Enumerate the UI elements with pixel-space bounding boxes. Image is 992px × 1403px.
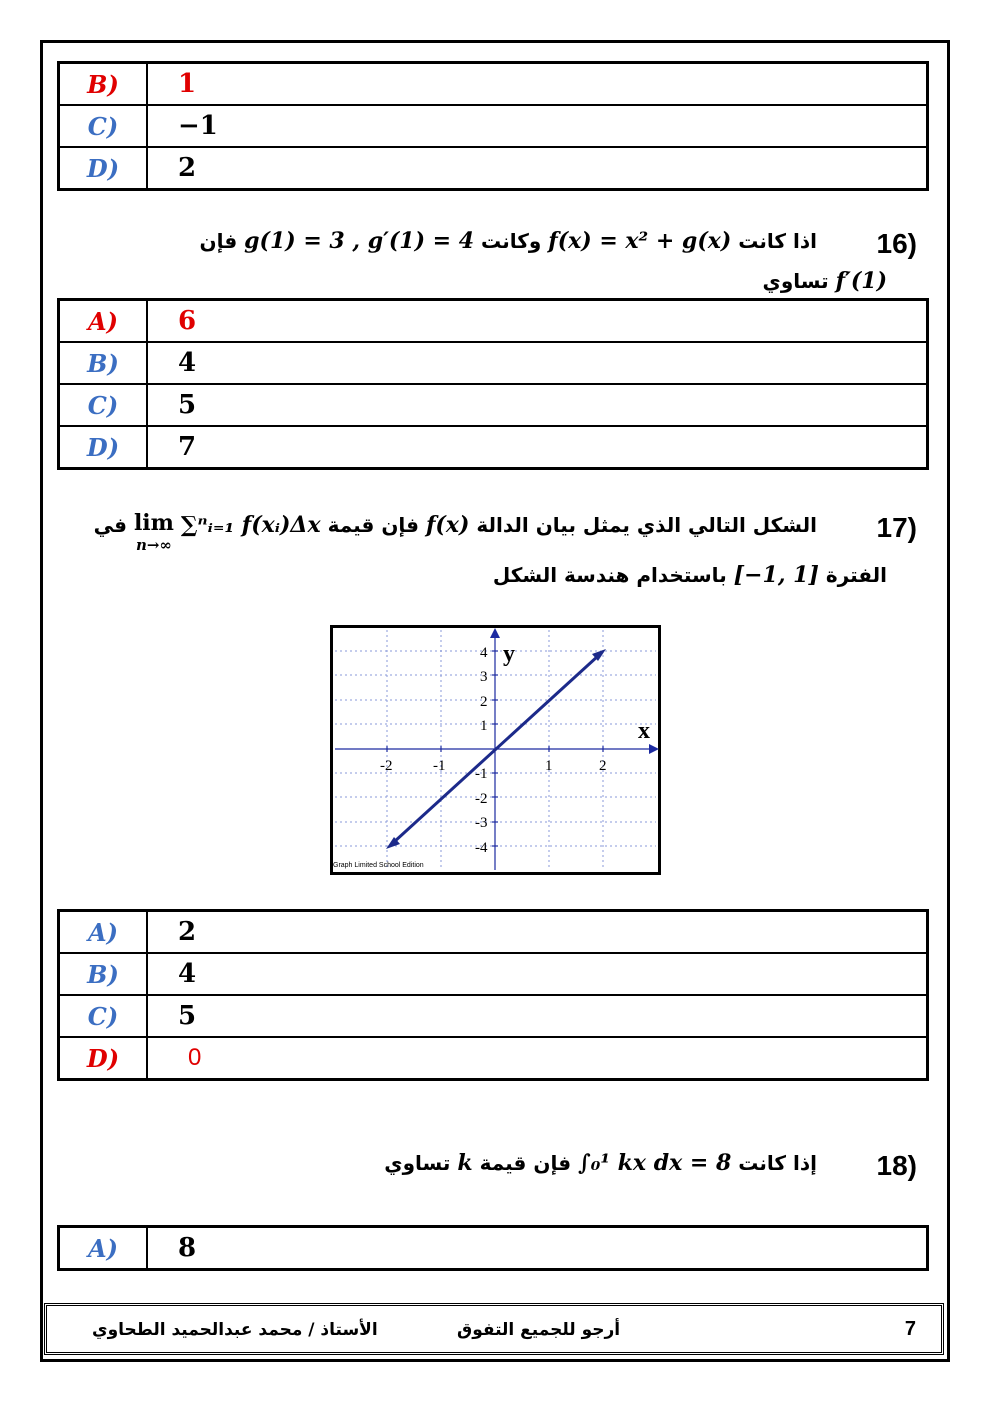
question-number: 16) (876, 228, 917, 259)
option-row[interactable] (59, 342, 928, 384)
question-number: 17) (876, 512, 917, 543)
graph-watermark: Graph Limited School Edition (333, 862, 424, 869)
option-row[interactable] (59, 63, 928, 106)
q17-math: f(x) (425, 512, 470, 538)
q17-math: ∑ⁿᵢ₌₁ f(xᵢ)Δx (180, 512, 321, 538)
option-value: 8 (147, 1227, 928, 1270)
q18-text: إذا كانت (738, 1151, 817, 1175)
option-value: 2 (147, 147, 928, 190)
q17-text: الفترة (825, 563, 887, 587)
question-text-line1 (200, 228, 818, 254)
option-row[interactable] (59, 300, 928, 343)
option-value: 5 (147, 384, 928, 426)
option-label: C) (59, 995, 148, 1037)
q17-options-table (57, 909, 929, 1081)
option-row[interactable] (59, 426, 928, 469)
y-tick-label: -2 (475, 791, 488, 807)
option-label: D) (59, 147, 148, 190)
option-value: 4 (147, 953, 928, 995)
limit-expression (134, 512, 174, 556)
q16-math: f(x) = x² + g(x) (548, 228, 732, 254)
q18-options-table (57, 1225, 929, 1271)
option-label: D) (59, 1037, 148, 1080)
option-value: 0 (147, 1037, 928, 1080)
option-value: −1 (147, 105, 928, 147)
q17-text: باستخدام هندسة الشكل (492, 563, 727, 587)
page-number: 7 (904, 1318, 916, 1340)
x-axis-label: x (638, 718, 650, 744)
option-label: B) (59, 342, 148, 384)
option-value: 5 (147, 995, 928, 1037)
q18-text: تساوي (384, 1151, 451, 1175)
question-text-line1 (384, 1150, 817, 1176)
option-row[interactable] (59, 147, 928, 190)
question-text-line2 (493, 562, 887, 588)
x-tick-label: 1 (545, 758, 553, 774)
footer-teacher: الأستاذ / محمد عبدالحميد الطحاوي (92, 1320, 378, 1340)
q15-options-table (57, 61, 929, 191)
limit-word: lim (133, 510, 174, 536)
y-tick-label: -1 (475, 766, 488, 782)
option-label: D) (59, 426, 148, 469)
q17-math: [−1, 1] (733, 562, 819, 588)
question-number: 18) (876, 1150, 917, 1181)
q16-math: g(1) = 3 , g′(1) = 4 (244, 228, 475, 254)
option-label: A) (59, 911, 148, 954)
function-graph (330, 625, 661, 875)
q16-text: فإن (199, 229, 238, 253)
y-tick-label: -4 (475, 840, 488, 856)
option-label: C) (59, 105, 148, 147)
option-row[interactable] (59, 1227, 928, 1270)
q16-math: f′(1) (835, 268, 887, 294)
y-axis-label: y (503, 641, 515, 667)
option-label: A) (59, 1227, 148, 1270)
q18-math: k (457, 1150, 473, 1176)
q17-text: فإن قيمة (327, 513, 419, 537)
q16-text: اذا كانت (738, 229, 817, 253)
x-tick-label: -2 (380, 758, 393, 774)
question-text-line1 (94, 512, 817, 556)
option-value: 1 (147, 63, 928, 106)
option-value: 4 (147, 342, 928, 384)
x-tick-label: -1 (433, 758, 446, 774)
option-label: A) (59, 300, 148, 343)
option-label: B) (59, 953, 148, 995)
q16-text: تساوي (762, 269, 829, 293)
limit-subscript: n→∞ (135, 536, 172, 554)
question-text-line2 (763, 268, 888, 294)
option-row[interactable] (59, 1037, 928, 1080)
option-value: 2 (147, 911, 928, 954)
option-row[interactable] (59, 105, 928, 147)
q17-text: في (93, 513, 127, 537)
option-row[interactable] (59, 995, 928, 1037)
q16-options-table (57, 298, 929, 470)
y-tick-label: 1 (480, 718, 488, 734)
footer-wish: أرجو للجميع التفوق (457, 1320, 621, 1340)
y-tick-label: 4 (480, 645, 488, 661)
q17-text: الشكل التالي الذي يمثل بيان الدالة (476, 513, 817, 537)
option-value: 7 (147, 426, 928, 469)
page-footer (44, 1303, 944, 1355)
option-row[interactable] (59, 911, 928, 954)
q18-math: ∫₀¹ kx dx = 8 (578, 1150, 732, 1176)
option-label: C) (59, 384, 148, 426)
q16-text: وكانت (481, 229, 542, 253)
y-tick-label: -3 (475, 815, 488, 831)
option-row[interactable] (59, 953, 928, 995)
x-tick-label: 2 (599, 758, 607, 774)
y-tick-label: 3 (480, 669, 488, 685)
q18-text: فإن قيمة (479, 1151, 572, 1175)
option-value: 6 (147, 300, 928, 343)
y-tick-label: 2 (480, 694, 488, 710)
option-row[interactable] (59, 384, 928, 426)
option-label: B) (59, 63, 148, 106)
